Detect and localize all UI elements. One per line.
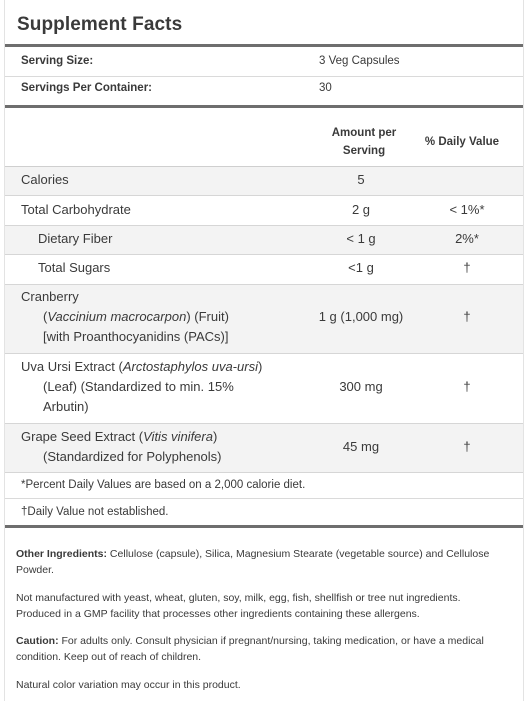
botanical-name: Arctostaphylos uva-ursi: [122, 359, 258, 374]
other-ingredients: [16, 546, 506, 578]
caution-label: Caution:: [16, 635, 59, 647]
nutrient-amount: < 1 g: [346, 231, 376, 246]
nutrient-daily-value: 2%*: [455, 231, 479, 246]
ingredient-row-cranberry: [5, 285, 523, 354]
nutrient-name: Calories: [21, 172, 69, 187]
caution-text: For adults only. Consult physician if pregnant/nursing, taking medication, or have a medical condition. Keep out of reach of children.: [16, 635, 484, 663]
ingredient-amount: 1 g (1,000 mg): [318, 309, 404, 324]
amount-header-line1: Amount per: [331, 127, 397, 139]
ingredient-standardization: [with Proanthocyanidins (PACs)]: [43, 329, 229, 344]
serving-divider: [5, 76, 523, 77]
caution-statement: [16, 633, 506, 665]
ingredient-standardization: (Standardized for Polyphenols): [43, 449, 222, 464]
nutrient-name: Total Carbohydrate: [21, 202, 131, 217]
amount-column-header: [314, 124, 414, 160]
ingredient-daily-value: †: [463, 379, 471, 394]
color-variation-note: Natural color variation may occur in this product.: [16, 679, 241, 691]
other-ingredients-text: Cellulose (capsule), Silica, Magnesium Stearate (vegetable source) and Cellulose Powder.: [16, 548, 490, 576]
nutrient-amount: 2 g: [351, 202, 371, 217]
ingredient-row-grape-seed: [5, 424, 523, 473]
ingredient-name: Uva Ursi Extract (Arctostaphylos uva-ursi): [21, 359, 263, 374]
nutrient-amount: 5: [357, 172, 365, 187]
allergen-statement: Not manufactured with yeast, wheat, gluten, soy, milk, egg, fish, shellfish or tree nut ingredients. Produced in a GMP facility that processes other ingredients containing these allergens.: [16, 592, 461, 620]
amount-header-line2: Serving: [342, 145, 386, 157]
footnote-percent-dv: *Percent Daily Values are based on a 2,000 calorie diet.: [21, 479, 306, 491]
panel-title: Supplement Facts: [17, 14, 183, 35]
footnote-divider: [5, 498, 523, 499]
nutrient-row-dietary-fiber: [5, 226, 523, 255]
panel-bottom-divider: [5, 525, 523, 528]
nutrient-row-total-carbohydrate: [5, 196, 523, 226]
serving-section-divider: [5, 105, 523, 108]
serving-size-label: Serving Size:: [21, 55, 94, 67]
title-divider: [5, 44, 523, 47]
ingredient-source: (Vaccinium macrocarpon) (Fruit): [43, 309, 229, 324]
ingredient-amount: 45 mg: [342, 439, 380, 454]
nutrient-name: Total Sugars: [38, 260, 111, 275]
ingredient-standardization: (Leaf) (Standardized to min. 15%: [43, 379, 234, 394]
ingredient-amount: 300 mg: [339, 379, 383, 394]
botanical-name: Vaccinium macrocarpon: [47, 309, 187, 324]
nutrient-amount: <1 g: [348, 260, 374, 275]
nutrient-daily-value: < 1%*: [449, 202, 485, 217]
ingredient-daily-value: †: [463, 439, 471, 454]
ingredient-name: Grape Seed Extract (Vitis vinifera): [21, 429, 218, 444]
serving-size-value: 3 Veg Capsules: [319, 55, 400, 67]
servings-per-container-label: Servings Per Container:: [21, 82, 153, 94]
nutrient-name: Dietary Fiber: [38, 231, 113, 246]
botanical-name: Vitis vinifera: [143, 429, 213, 444]
ingredient-name: Cranberry: [21, 289, 79, 304]
nutrient-row-total-sugars: [5, 255, 523, 285]
nutrient-daily-value: †: [463, 260, 471, 275]
servings-per-container-value: 30: [319, 82, 332, 94]
ingredient-standardization-cont: Arbutin): [43, 399, 89, 414]
footnote-dv-not-established: †Daily Value not established.: [21, 506, 169, 518]
other-ingredients-label: Other Ingredients:: [16, 548, 108, 560]
ingredient-daily-value: †: [463, 309, 471, 324]
ingredient-row-uva-ursi: [5, 354, 523, 424]
daily-value-column-header: % Daily Value: [424, 136, 500, 148]
nutrient-row-calories: [5, 167, 523, 196]
